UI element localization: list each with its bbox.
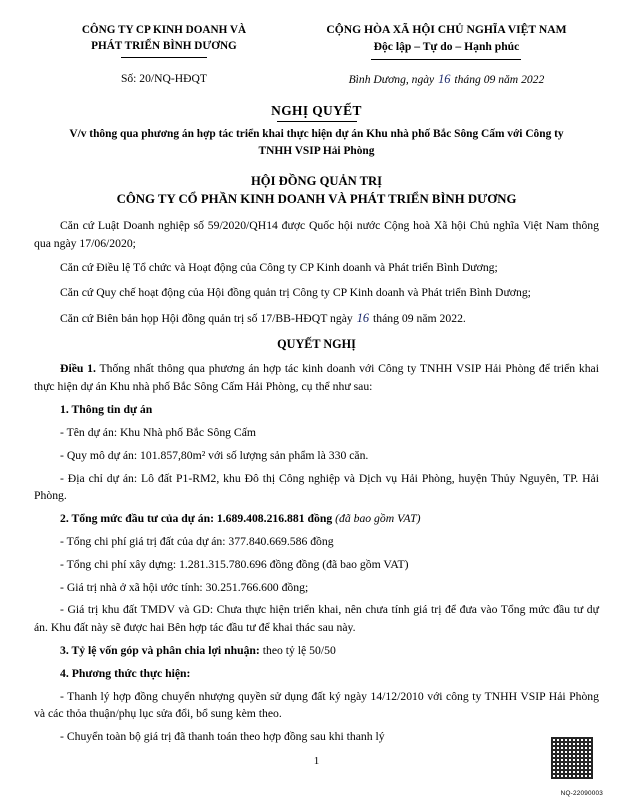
article-1 (34, 360, 599, 396)
section-1-title: Thông tin dự án (71, 403, 153, 417)
title-block (0, 103, 633, 160)
section-1-item-2: - Quy mô dự án: 101.857,80m² với số lượng sản phẩm là 330 căn. (60, 448, 369, 462)
section-3-title: Tỷ lệ vốn góp và phân chia lợi nhuận: (71, 643, 260, 657)
legal-basis-3: Căn cứ Quy chế hoạt động của Hội đồng quản trị Công ty CP Kinh doanh và Phát triển Bình Dương; (60, 286, 531, 300)
section-1-number: 1. (60, 403, 69, 417)
company-name-line1: CÔNG TY CP KINH DOANH VÀ (81, 24, 247, 36)
board-name: HỘI ĐỒNG QUẢN TRỊ (251, 173, 382, 188)
section-2-item-4: - Giá trị khu đất TMDV và GD: Chưa thực hiện triển khai, nên chưa tính giá trị để đưa vào Tổng mức đầu tư dự án. Khu đất này sẽ được hai Bên hợp tác đầu tư để khai thác sau này. (34, 603, 599, 635)
page-title: NGHỊ QUYẾT (271, 102, 362, 118)
section-1-item-3: - Địa chỉ dự án: Lô đất P1-RM2, khu Đô thị Công nghiệp và Dịch vụ Hải Phòng, huyện Thủy Nguyên, TP. Hải Phòng. (34, 471, 599, 503)
article-1-text: Thống nhất thông qua phương án hợp tác kinh doanh với Công ty TNHH VSIP Hải Phòng để triển khai thực hiện dự án Khu nhà phố Bắc Sông Cấm Hải Phòng, cụ thể như sau: (34, 361, 599, 393)
section-3-number: 3. (60, 643, 69, 657)
nation-title: CỘNG HÒA XÃ HỘI CHỦ NGHĨA VIỆT NAM (326, 23, 567, 36)
section-4-title: Phương thức thực hiện: (71, 666, 191, 680)
section-1-item-1: - Tên dự án: Khu Nhà phố Bắc Sông Cấm (60, 426, 257, 440)
section-2-heading (34, 510, 599, 528)
legal-basis-2: Căn cứ Điều lệ Tổ chức và Hoạt động của Công ty CP Kinh doanh và Phát triển Bình Dương; (60, 261, 498, 275)
meeting-basis-suffix: tháng 09 năm 2022. (373, 311, 466, 325)
section-3-rest: theo tỷ lệ 50/50 (262, 643, 336, 657)
section-2-title: Tổng mức đầu tư của dự án: (71, 512, 214, 526)
title-underline (277, 121, 357, 122)
section-4-number: 4. (60, 666, 69, 680)
qr-code-image (551, 737, 593, 779)
place-date-prefix: Bình Dương, ngày (348, 72, 435, 86)
place-date-suffix: tháng 09 năm 2022 (454, 72, 545, 86)
header-divider-right (371, 59, 521, 60)
section-2-value: 1.689.408.216.881 đồng (216, 512, 333, 526)
section-2-number: 2. (60, 512, 69, 526)
document-body (0, 217, 633, 746)
company-name-line2: PHÁT TRIỂN BÌNH DƯƠNG (91, 40, 237, 53)
issuing-body-block (0, 174, 633, 207)
legal-basis-meeting (34, 309, 599, 328)
article-1-label: Điều 1. (60, 361, 96, 375)
handwritten-day: 16 (438, 71, 451, 86)
section-2-item-3: - Giá trị nhà ở xã hội ước tính: 30.251.766.600 đồng; (60, 580, 309, 594)
board-company-name: CÔNG TY CỔ PHẦN KINH DOANH VÀ PHÁT TRIỂN BÌNH DƯƠNG (116, 191, 517, 206)
section-4-item-1: - Thanh lý hợp đồng chuyển nhượng quyền sử dụng đất ký ngày 14/12/2010 với công ty TNHH VSIP Hải Phòng và các thỏa thuận/phụ lục sửa đổi, bổ sung kèm theo. (34, 689, 599, 721)
issuing-company-block (34, 22, 294, 60)
section-3-heading (34, 642, 599, 660)
decision-heading: QUYẾT NGHỊ (277, 336, 356, 351)
section-4-item-2: - Chuyển toàn bộ giá trị đã thanh toán theo hợp đồng sau khi thanh lý (60, 730, 385, 744)
section-1-heading (34, 401, 599, 419)
meeting-basis-prefix: Căn cứ Biên bản họp Hội đồng quản trị số 17/BB-HĐQT ngày (60, 311, 353, 325)
qr-code (551, 737, 597, 783)
section-2-item-1: - Tổng chi phí giá trị đất của dự án: 377.840.669.586 đồng (60, 535, 334, 549)
document-subtitle: V/v thông qua phương án hợp tác triển khai thực hiện dự án Khu nhà phố Bắc Sông Cấm với Công ty TNHH VSIP Hải Phòng (69, 127, 564, 157)
document-header (0, 0, 633, 60)
section-2-item-2: - Tổng chi phí xây dựng: 1.281.315.780.696 đồng đồng (đã bao gồm VAT) (60, 557, 409, 571)
section-2-note: (đã bao gồm VAT) (335, 512, 421, 526)
national-heading-block (294, 22, 599, 60)
page-number: 1 (313, 755, 320, 767)
nation-motto: Độc lập – Tự do – Hạnh phúc (373, 39, 520, 53)
section-4-heading (34, 665, 599, 683)
header-divider-left (121, 57, 207, 58)
place-and-date (294, 72, 599, 87)
legal-basis-1: Căn cứ Luật Doanh nghiệp số 59/2020/QH14 được Quốc hội nước Cộng hoà Xã hội Chủ nghĩa Việt Nam thông qua ngày 17/06/2020; (34, 218, 599, 250)
document-number: Số: 20/NQ-HĐQT (120, 71, 207, 85)
qr-code-label: NQ-22090003 (560, 790, 603, 797)
meeting-handwritten-day: 16 (356, 310, 370, 325)
document-subheader (0, 60, 633, 87)
